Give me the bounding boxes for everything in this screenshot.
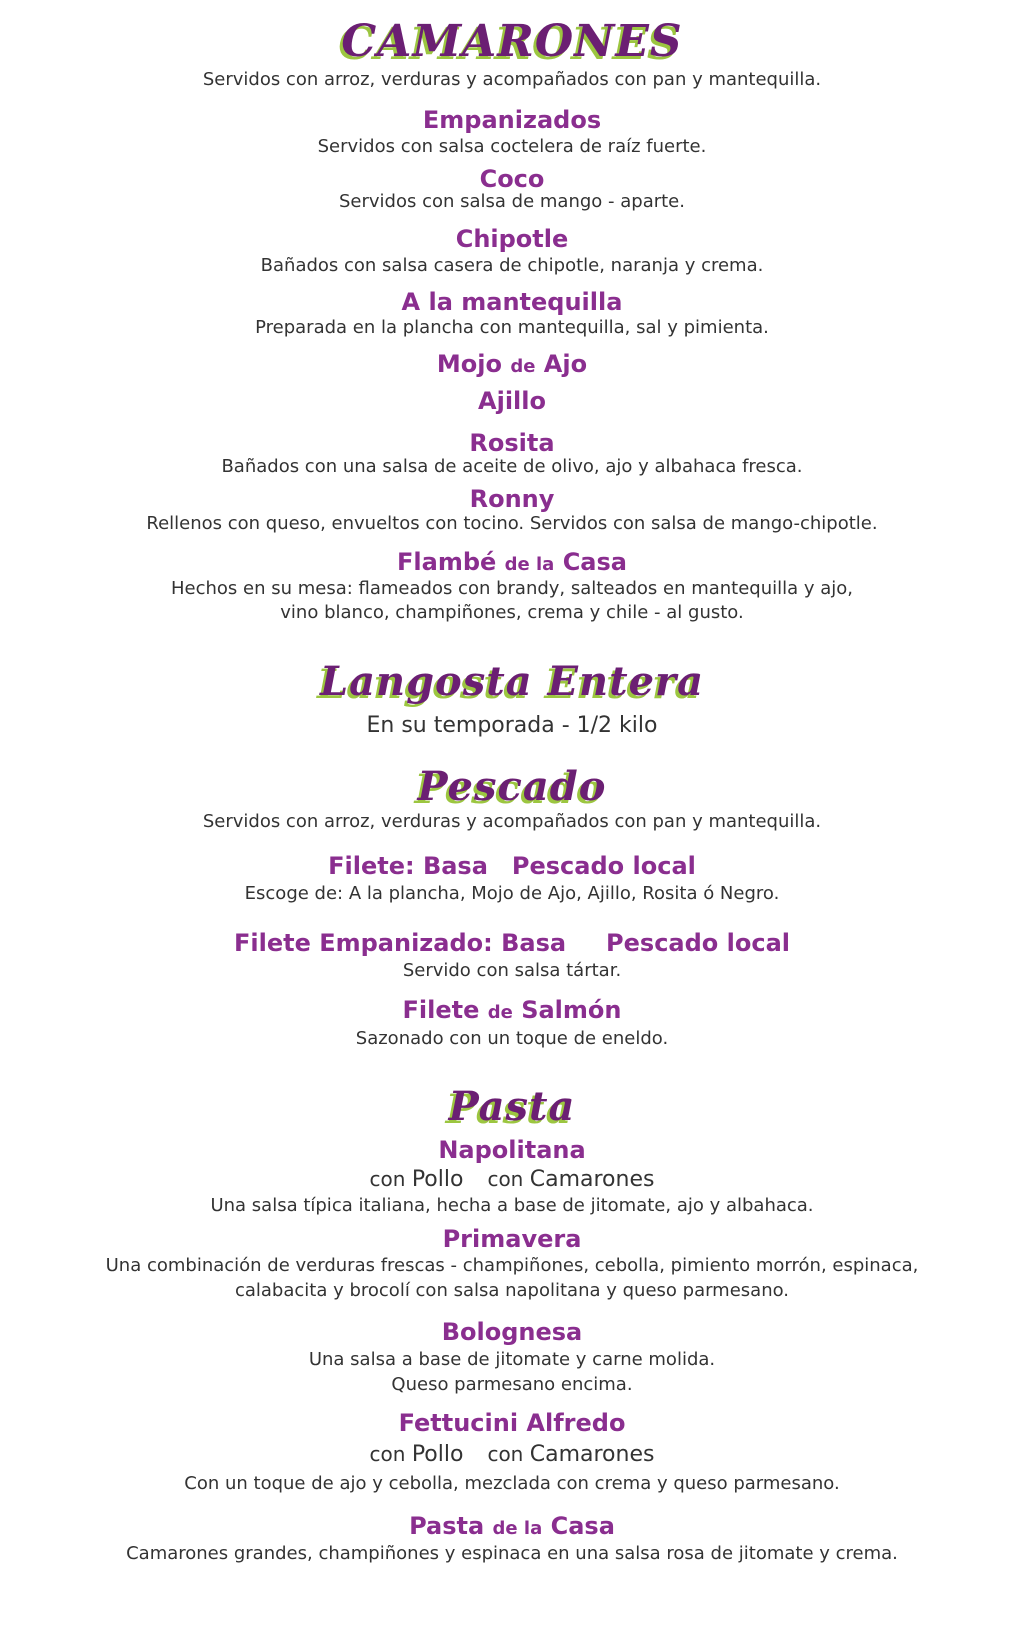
menu-item-name: Primavera	[442, 1225, 582, 1253]
menu-item-name-connector: de la	[504, 554, 555, 575]
menu-item-desc: Servidos con salsa de mango - aparte.	[339, 191, 685, 212]
menu-item-name-part: Filete	[402, 996, 480, 1024]
menu-item-name-part: Pescado local	[511, 852, 696, 880]
menu-item-name	[0, 349, 1024, 382]
menu-item-desc: Queso parmesano encima.	[391, 1374, 633, 1395]
option-con: con	[369, 1442, 406, 1466]
menu-item-name-connector: de la	[492, 1518, 543, 1539]
menu-item-name-part: Filete: Basa	[328, 852, 488, 880]
option-con: con	[369, 1167, 406, 1191]
menu-item-desc: Escoge de: A la plancha, Mojo de Ajo, Ajillo, Rosita ó Negro.	[244, 883, 780, 904]
menu-item-name-part: Mojo	[436, 350, 502, 378]
section-intro-pescado: Servidos con arroz, verduras y acompañados con pan y mantequilla.	[202, 811, 822, 832]
menu-item-desc: Camarones grandes, champiñones y espinaca en una salsa rosa de jitomate y crema.	[126, 1543, 898, 1564]
menu-item-name: Ajillo	[478, 387, 546, 415]
menu-item-desc: Una combinación de verduras frescas - champiñones, cebolla, pimiento morrón, espinaca,	[105, 1255, 919, 1276]
option-con: con	[487, 1167, 524, 1191]
menu-item-name: Coco	[479, 165, 545, 193]
menu-item-desc: Una salsa a base de jitomate y carne molida.	[308, 1349, 716, 1370]
menu-item-options	[0, 1166, 1024, 1193]
menu-item-desc: calabacita y brocolí con salsa napolitana y queso parmesano.	[234, 1280, 790, 1301]
section-title-langosta: Langosta Entera	[319, 658, 705, 705]
menu-item-name-connector: de	[487, 1002, 513, 1023]
section-subtitle-langosta: En su temporada - 1/2 kilo	[366, 713, 658, 738]
menu-item-name: Rosita	[469, 429, 555, 457]
menu-item-name	[0, 995, 1024, 1028]
section-title-pescado: Pescado	[417, 763, 607, 810]
menu-item-desc: Una salsa típica italiana, hecha a base de jitomate, ajo y albahaca.	[210, 1195, 814, 1216]
menu-item-name: Chipotle	[455, 225, 569, 253]
option-con: con	[487, 1442, 524, 1466]
menu-item-name: Fettucini Alfredo	[398, 1409, 626, 1437]
menu-item-name	[0, 928, 1024, 958]
menu-item-name-part: Flambé	[397, 548, 497, 576]
menu-item-name-connector: de	[510, 356, 536, 377]
menu-item-desc: Bañados con salsa casera de chipotle, naranja y crema.	[260, 255, 764, 276]
menu-item-desc: Sazonado con un toque de eneldo.	[355, 1028, 669, 1049]
menu-item-name-part: Ajo	[543, 350, 588, 378]
menu-item-desc: Bañados con una salsa de aceite de olivo, ajo y albahaca fresca.	[221, 456, 803, 477]
menu-item-name-part: Filete Empanizado: Basa	[233, 929, 567, 957]
menu-item-desc: Rellenos con queso, envueltos con tocino. Servidos con salsa de mango-chipotle.	[146, 513, 878, 534]
menu-item-name	[0, 547, 1024, 580]
option-label: Camarones	[529, 1167, 655, 1192]
option-label: Camarones	[529, 1442, 655, 1467]
menu-item-desc: Servidos con salsa coctelera de raíz fuerte.	[317, 136, 707, 157]
menu-item-desc: Hechos en su mesa: flameados con brandy, salteados en mantequilla y ajo,	[170, 578, 854, 599]
menu-item-name: Ronny	[469, 485, 555, 513]
menu-item-name-part: Pescado local	[606, 929, 791, 957]
section-intro-camarones: Servidos con arroz, verduras y acompañados con pan y mantequilla.	[202, 69, 822, 90]
menu-item-name: A la mantequilla	[401, 288, 623, 316]
menu-item-name: Napolitana	[438, 1136, 586, 1164]
menu-item-desc: Preparada en la plancha con mantequilla, sal y pimienta.	[255, 317, 769, 338]
menu-item-desc: Con un toque de ajo y cebolla, mezclada con crema y queso parmesano.	[184, 1473, 840, 1494]
menu-item-name-part: Casa	[562, 548, 627, 576]
section-title-pasta: Pasta	[448, 1083, 576, 1130]
menu-item-name: Bolognesa	[441, 1318, 583, 1346]
menu-item-name: Empanizados	[422, 106, 602, 134]
menu-item-options	[0, 1441, 1024, 1468]
menu-item-name	[0, 1511, 1024, 1544]
menu-item-desc: Servido con salsa tártar.	[402, 960, 622, 981]
option-label: Pollo	[411, 1167, 464, 1192]
menu-item-desc: vino blanco, champiñones, crema y chile - al gusto.	[280, 602, 744, 623]
menu-item-name-part: Salmón	[521, 996, 622, 1024]
section-title-camarones: CAMARONES	[341, 16, 683, 67]
menu-item-name-part: Casa	[550, 1512, 615, 1540]
menu-item-name	[0, 851, 1024, 881]
option-label: Pollo	[411, 1442, 464, 1467]
menu-item-name-part: Pasta	[409, 1512, 485, 1540]
